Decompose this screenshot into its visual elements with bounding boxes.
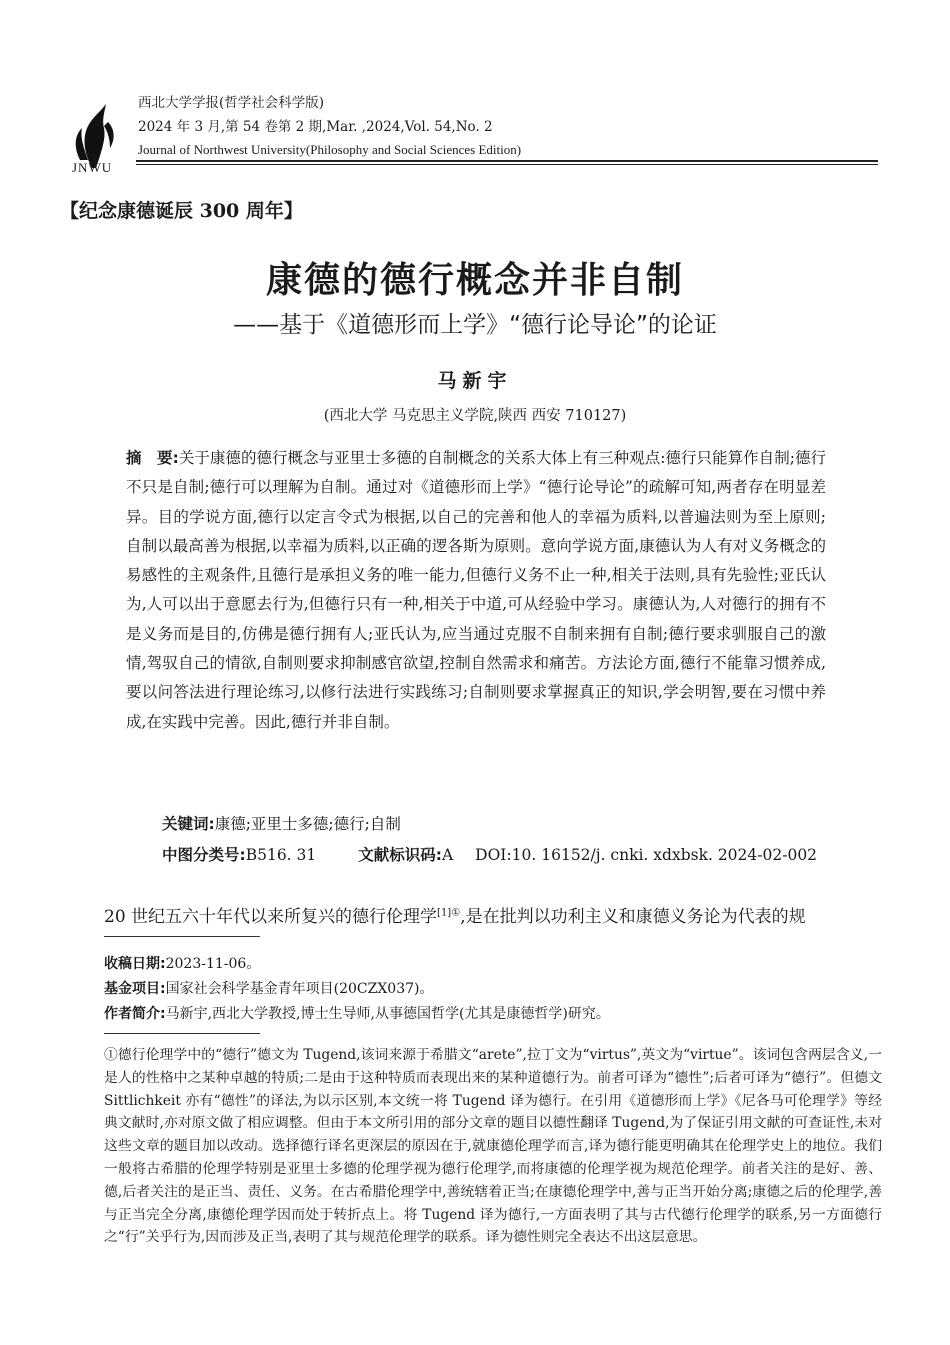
issue-line: 2024 年 3 月,第 54 卷第 2 期,Mar. ,2024,Vol. 54,No. 2: [138, 119, 493, 135]
clc-label: 中图分类号:: [162, 846, 246, 864]
fund-value: 国家社会科学基金青年项目(20CZX037)。: [165, 981, 434, 997]
bio-value: 马新宇,西北大学教授,博士生导师,从事德国哲学(尤其是康德哲学)研究。: [165, 1006, 610, 1022]
body-paragraph: [104, 902, 882, 927]
bio-label: 作者简介:: [104, 1006, 166, 1022]
notes-rule: [104, 936, 260, 937]
footnote: ①德行伦理学中的“德行”德文为 Tugend,该词来源于希腊文“arete”,拉丁文为“virtus”,英文为“virtue”。该词包含两层含义,一是人的性格中之某种卓越的特质;二是由于这种特质而表现出来的某种道德行为。前者可译为“德性”;后者可译为“德行”。但德文 Sittlichkeit 亦有“德性”的译法,为以示区别,本文统一将 Tugend 译为德行。在引用《道德形而上学》《尼各马可伦理学》等经典文献时,亦对原文做了相应调整。但由于本文所引用的部分文章的题目以德性翻译 Tugend,为了保证引用文献的可查证性,未对这些文章的题目加以改动。选择德行译名更深层的原因在于,就康德伦理学而言,译为德行能更明确其在伦理学史上的地位。我们一般将古希腊的伦理学特别是亚里士多德的伦理学视为德行伦理学,而将康德的伦理学视为规范伦理学。前者关注的是好、善、德,后者关注的是正当、责任、义务。在古希腊伦理学中,善统辖着正当;在康德伦理学中,善与正当开始分离;康德之后的伦理学,善与正当完全分离,康德伦理学因而处于转折点上。将 Tugend 译为德行,一方面表明了其与古代德行伦理学的联系,另一方面德行之“行”关乎行为,因而涉及正当,表明了其与规范伦理学的联系。译为德性则完全表达不出这层意思。: [104, 1047, 882, 1246]
received-value: 2023-11-06。: [165, 956, 261, 972]
doi: DOI:10. 16152/j. cnki. xdxbsk. 2024-02-002: [475, 846, 818, 864]
body-text-b: ,是在批判以功利主义和康德义务论为代表的规: [460, 907, 806, 927]
fund-project: [104, 978, 433, 998]
received-label: 收稿日期:: [104, 956, 166, 972]
abstract-label: 摘 要:: [126, 449, 179, 467]
doc-code-label: 文献标识码:: [358, 846, 442, 864]
classification-line: [162, 843, 817, 865]
citation-ref[interactable]: [1]①: [437, 907, 461, 919]
author-bio: [104, 1003, 610, 1023]
article-subtitle: ——基于《道德形而上学》“德行论导论”的论证: [233, 312, 717, 338]
author-name: 马新宇: [437, 370, 513, 392]
fund-label: 基金项目:: [104, 981, 166, 997]
column-label: 【纪念康德诞辰 300 周年】: [60, 200, 303, 222]
keywords: [162, 812, 401, 834]
received-date: [104, 953, 260, 973]
body-text-a: 20 世纪五六十年代以来所复兴的德行伦理学: [104, 907, 438, 927]
author-affiliation: (西北大学 马克思主义学院,陕西 西安 710127): [323, 408, 627, 424]
abstract: [126, 444, 826, 737]
doc-code-value: A: [441, 846, 454, 864]
logo-text: JNWU: [72, 160, 113, 175]
footnote-rule: [104, 1033, 260, 1034]
journal-title-en: Journal of Northwest University(Philosophy and Social Sciences Edition): [138, 142, 522, 157]
header-rule: [136, 160, 878, 162]
abstract-text: 关于康德的德行概念与亚里士多德的自制概念的关系大体上有三种观点:德行只能算作自制;德行不只是自制;德行可以理解为自制。通过对《道德形而上学》“德行论导论”的疏解可知,两者存在明显差异。目的学说方面,德行以定言令式为根据,以自己的完善和他人的幸福为质料,以普遍法则为至上原则;自制以最高善为根据,以幸福为质料,以正确的逻各斯为原则。意向学说方面,康德认为人有对义务概念的易感性的主观条件,且德行是承担义务的唯一能力,但德行义务不止一种,相关于法则,具有先验性;亚氏认为,人可以出于意愿去行为,但德行只有一种,相关于中道,可从经验中学习。康德认为,人对德行的拥有不是义务而是目的,仿佛是德行拥有人;亚氏认为,应当通过克服不自制来拥有自制;德行要求驯服自己的激情,驾驭自己的情欲,自制则要求抑制感官欲望,控制自然需求和痛苦。方法论方面,德行不能靠习惯养成,要以问答法进行理论练习,以修行法进行实践练习;自制则要求掌握真正的知识,学会明智,要在习惯中养成,在实践中完善。因此,德行并非自制。: [126, 449, 827, 731]
keywords-label: 关键词:: [162, 815, 215, 833]
article-title: 康德的德行概念并非自制: [265, 260, 684, 301]
keywords-text: 康德;亚里士多德;德行;自制: [214, 815, 401, 833]
journal-title-cn: 西北大学学报(哲学社会科学版): [138, 95, 325, 111]
header-rule-thin: [136, 164, 878, 165]
clc-value: B516. 31: [245, 846, 317, 864]
